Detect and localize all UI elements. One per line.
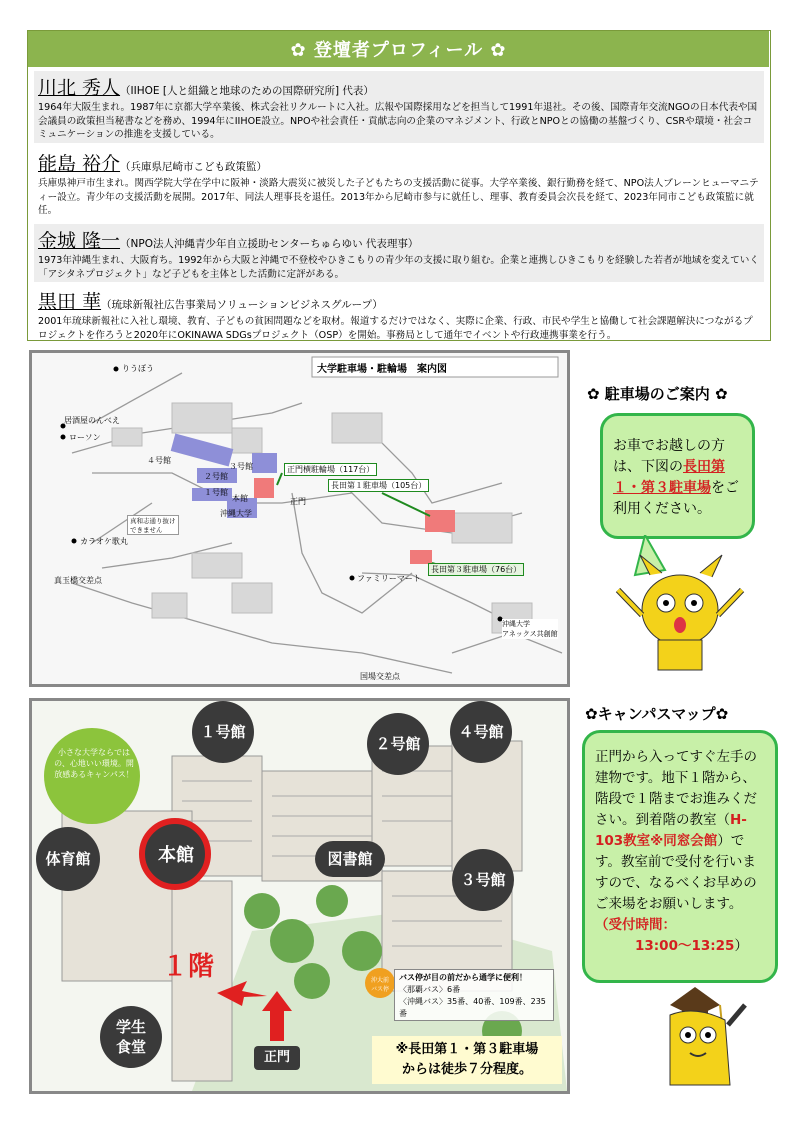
label-bldg4: ４号館	[450, 701, 512, 763]
person-role: （琉球新報社広告事業局ソリューションビジネスグループ）	[101, 299, 383, 311]
parking-text: お車でお越しの方は、下図の	[613, 438, 725, 475]
map-label-ryubo: りうぼう	[122, 364, 154, 373]
reception-close: ）	[734, 938, 748, 954]
professor-mascot-illustration	[650, 975, 790, 1095]
green-note: 小さな大学ならではの、心地いい環境。開放感あるキャンパス！	[54, 748, 134, 779]
campus-info-room: H-103教室※同窓会館	[595, 812, 747, 849]
map-label-bldg3: ３号館	[229, 462, 253, 471]
person-role: （NPO法人沖縄青少年自立援助センターちゅらゆい 代表理事）	[120, 238, 419, 250]
label-bldg1: １号館	[192, 701, 254, 763]
map-label-annex: 沖縄大学 アネックス共創館	[502, 620, 558, 638]
map-label-okidai: 沖縄大学	[220, 509, 252, 518]
parking-highlight: 長田第１・第３駐車場	[613, 459, 725, 496]
label-gym: 体育館	[36, 827, 100, 891]
bus-note	[394, 969, 554, 1021]
map-label-mawashi: 真玉橋交差点	[54, 576, 102, 585]
campus-info-text-2: ）です。教室前で受付を行いますので、なるべくお早めのご来場をお願いします。	[595, 833, 757, 912]
person-name: 川北 秀人	[38, 77, 121, 99]
map-label-lot1: 長田第１駐車場（105台）	[328, 479, 429, 492]
label-honkan: 本館	[158, 845, 194, 866]
person-role: （IIHOE [人と組織と地球のための国際研究所] 代表）	[120, 85, 374, 97]
map-label-bldg1: １号館	[204, 488, 228, 497]
label-bldg2: ２号館	[367, 713, 429, 775]
person-bio: 1964年大阪生まれ。1987年に京都大学卒業後、株式会社リクルートに入社。広報や国際採用などを担当して1991年退社。その後、国際青年交流NGOの日本代表や国会議員の政策担当秘書などを務め、1994年にIIHOE設立。NPOや社会責任・貢献志向の企業のマネジメント、行政とNPOとの協働の基盤づくり、CSRや環境・社会コミュニケーションの推進を支援している。	[38, 102, 758, 140]
person-kuroda	[34, 285, 764, 339]
person-bio: 1973年沖縄生まれ、大阪育ち。1992年から大阪と沖縄で不登校やひきこもりの青少年の支援に取り組む。企業と連携しひきこもりを経験した若者が地域を変えていく「アシタネプロジェクト」など子どもを主体とした活動に定評がある。	[38, 255, 759, 280]
label-library: 図書館	[315, 841, 385, 877]
campus-bubble	[582, 730, 778, 983]
map-label-family: ファミリーマート	[357, 574, 421, 583]
campus-heading: ✿キャンパスマップ✿	[585, 705, 729, 723]
map-label-seimon-bike: 正門横駐輪場（117台）	[284, 463, 377, 476]
map-label-karaoke: カラオケ歌丸	[80, 537, 128, 546]
map-label-seimon: 正門	[290, 497, 306, 506]
bus-note-title: バス停が目の前だから通学に便利！	[399, 973, 527, 982]
label-bldg3: ３号館	[452, 849, 514, 911]
map-label-bldg2: ２号館	[204, 472, 228, 481]
reception-label: （受付時間：	[595, 917, 676, 933]
map-title: 大学駐車場・駐輪場 案内図	[317, 364, 447, 375]
person-name: 能島 裕介	[38, 153, 121, 175]
label-cafeteria: 学生 食堂	[100, 1006, 162, 1068]
map-label-bldg4: ４号館	[147, 456, 171, 465]
person-kinjo	[34, 224, 764, 282]
bus-note-2: 〈沖縄バス〉35番、40番、109番、235番	[399, 997, 546, 1018]
person-bio: 兵庫県神戸市生まれ。関西学院大学在学中に阪神・淡路大震災に被災した子どもたちの支援活動に従事。大学卒業後、銀行勤務を経て、NPO法人ブレーンヒューマニティー設立。青少年の支援活動を展開。2017年、同法人理事長を退任。2013年から尼崎市参与に就任し、理事、教育委員会次長を経て、2023年同市こども政策監に就任。	[38, 178, 759, 216]
bus-note-1: 〈那覇バス〉6番	[399, 985, 461, 994]
person-nojima	[34, 147, 764, 221]
walk-note: ※長田第１・第３駐車場 からは徒歩７分程度。	[372, 1036, 562, 1084]
map-label-honkan: 本館	[232, 494, 248, 503]
label-gate: 正門	[254, 1046, 300, 1070]
profile-box	[27, 30, 771, 341]
person-kawakita	[34, 71, 764, 143]
label-bus-stop: 沖大前 バス停	[370, 977, 389, 993]
person-role: （兵庫県尼崎市こども政策監）	[120, 161, 268, 173]
map-label-izakaya: 居酒屋のんべえ	[64, 416, 120, 425]
campus-map	[29, 698, 570, 1094]
map-roads	[32, 353, 567, 684]
parking-heading: ✿ 駐車場のご案内 ✿	[587, 385, 728, 403]
map-label-lawson: ローソン	[69, 433, 101, 442]
reception-time: 13:00～13:25	[635, 938, 735, 954]
map-label-noentry: 真和志通り抜け できません	[127, 515, 179, 535]
map-label-lot3: 長田第３駐車場（76台）	[428, 563, 524, 576]
map-label-kokuba: 国場交差点	[360, 672, 400, 681]
campus-info-text: 正門から入ってすぐ左手の建物です。地下１階から、階段で１階までお進みください。到着階の教室（	[595, 749, 757, 828]
parking-bubble	[600, 413, 755, 539]
parking-map	[29, 350, 570, 687]
person-bio: 2001年琉球新報社に入社し環境、教育、子どもの貧困問題などを取材。報道するだけではなく、実際に企業、行政、市民や学生と協働して社会課題解決につながるプロジェクトを作ろうと2020年にOKINAWA SDGsプロジェクト（OSP）を開始。事務局として通年でイベントや行政連携事業を行う。	[38, 316, 753, 341]
parking-text-after: をご利用ください。	[613, 480, 739, 517]
label-floor: １階	[162, 952, 215, 982]
cat-mascot-illustration	[610, 535, 760, 675]
person-name: 黒田 華	[38, 291, 102, 313]
profile-header: ✿ 登壇者プロフィール ✿	[28, 31, 769, 67]
person-name: 金城 隆一	[38, 230, 121, 252]
